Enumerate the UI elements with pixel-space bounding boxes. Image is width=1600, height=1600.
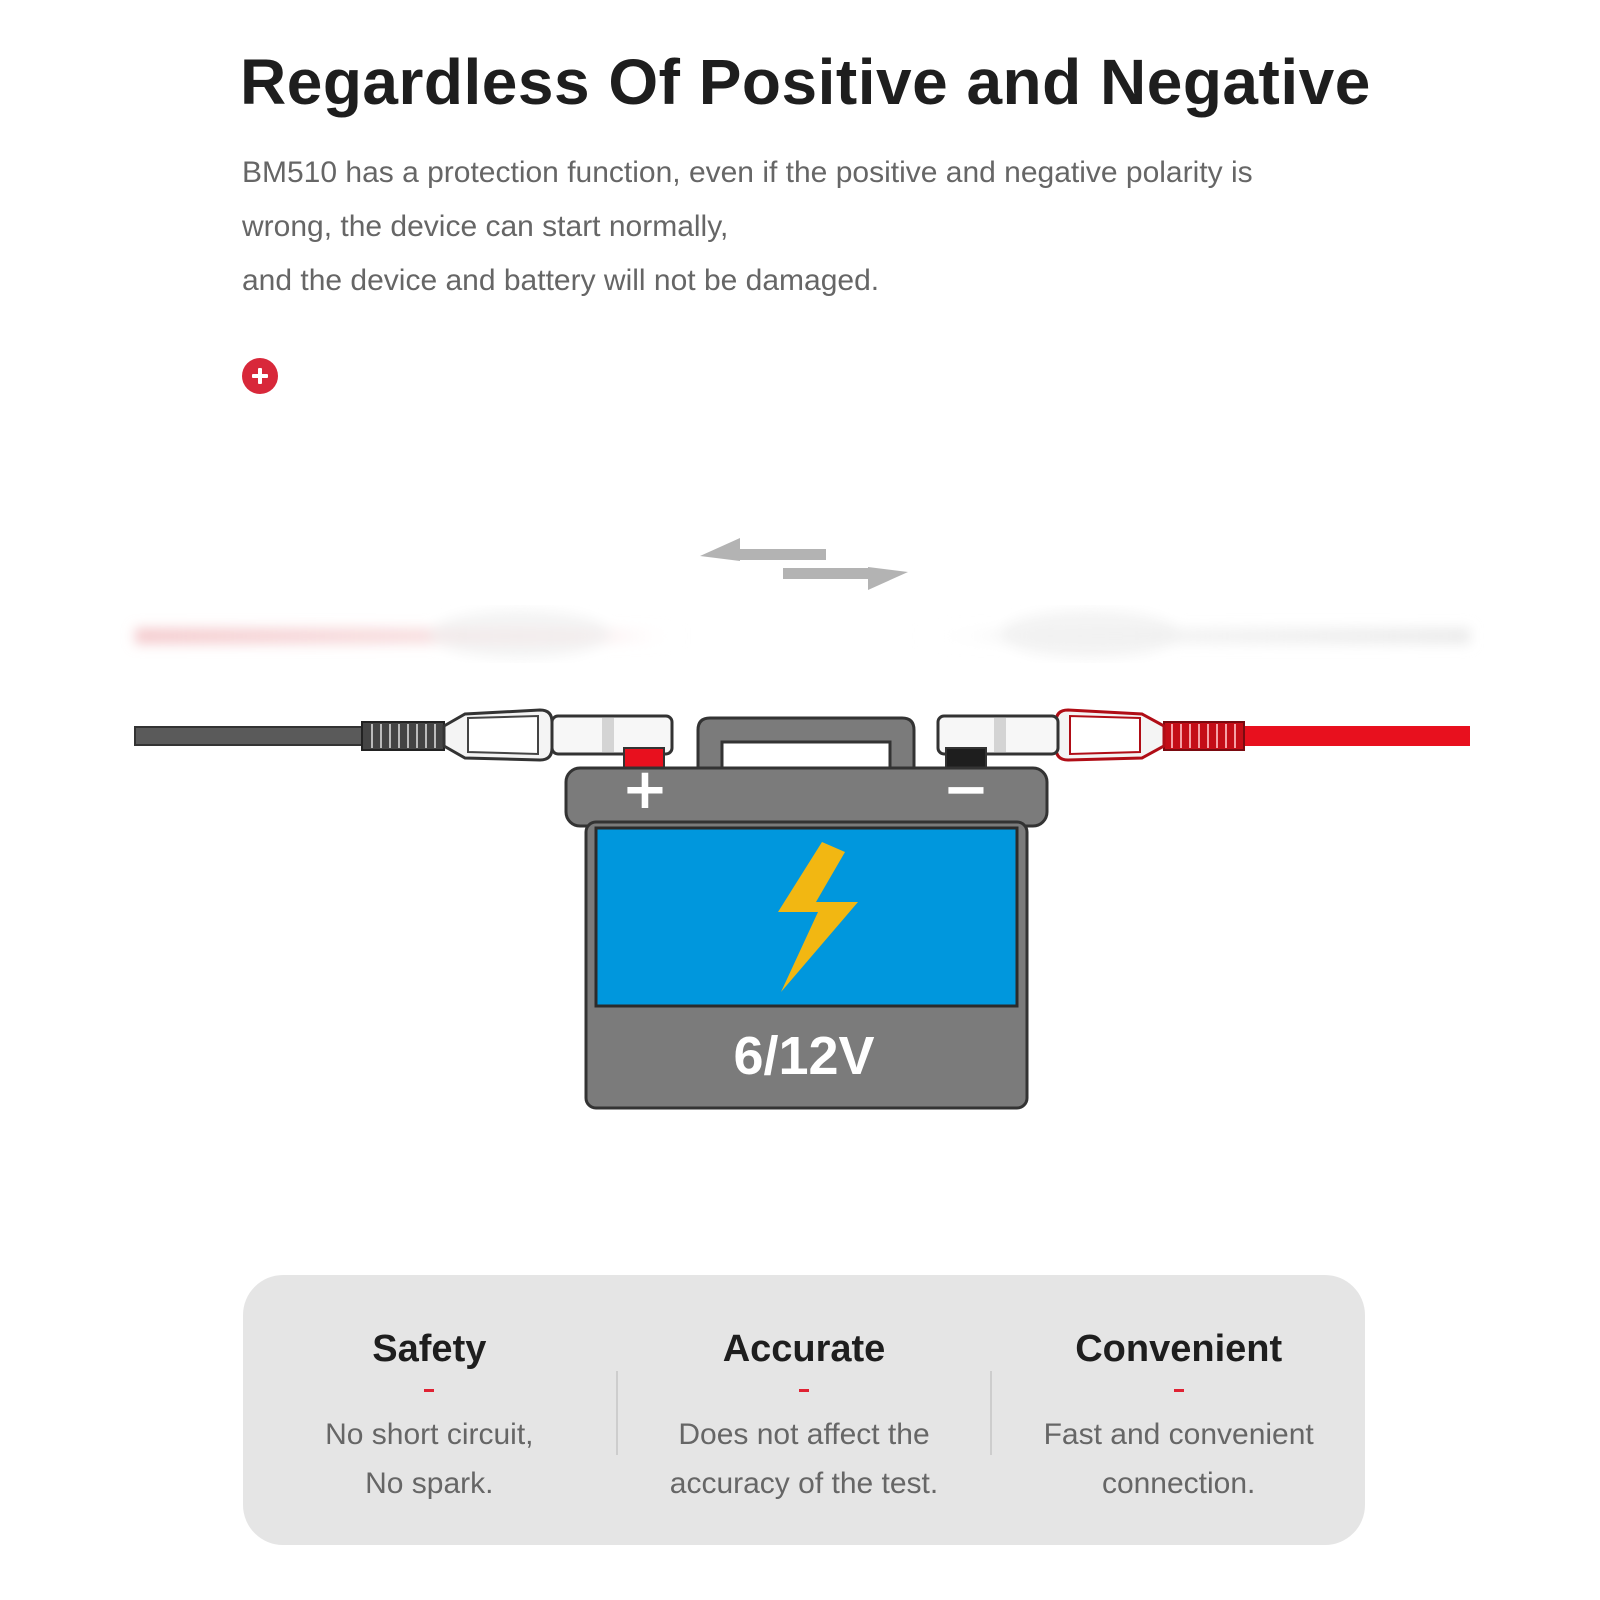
feature-desc — [1019, 1410, 1339, 1508]
feature-title: Safety — [372, 1328, 487, 1370]
battery — [566, 718, 1047, 1108]
red-cable — [938, 710, 1470, 760]
feature-desc — [269, 1410, 589, 1508]
feature-desc-line: Does not affect the — [678, 1418, 930, 1451]
feature-desc-line: No short circuit, — [325, 1418, 534, 1451]
description-line: wrong, the device can start normally, — [242, 210, 729, 243]
ghost-cable-right — [915, 610, 1470, 658]
negative-symbol: − — [942, 757, 990, 822]
ghost-cable-left — [135, 610, 685, 658]
page-title: Regardless Of Positive and Negative — [240, 46, 1371, 118]
positive-symbol: + — [621, 757, 669, 822]
description-line: and the device and battery will not be damaged. — [242, 264, 880, 297]
feature-title: Convenient — [1075, 1328, 1283, 1370]
swap-arrows-icon — [700, 538, 908, 590]
voltage-label: 6/12V — [733, 1026, 875, 1086]
description-line: BM510 has a protection function, even if the positive and negative polarity is — [242, 156, 1253, 189]
feature-dash — [799, 1389, 809, 1392]
feature-desc-line: Fast and convenient — [1043, 1418, 1314, 1451]
feature-dash — [1174, 1389, 1184, 1392]
feature-desc-line: connection. — [1101, 1467, 1256, 1500]
feature-title: Accurate — [722, 1328, 886, 1370]
battery-panel — [596, 828, 1017, 1006]
feature-dash — [424, 1389, 434, 1392]
feature-accurate — [618, 1275, 991, 1545]
feature-panel — [243, 1275, 1365, 1545]
feature-convenient — [992, 1275, 1365, 1545]
feature-desc — [644, 1410, 964, 1508]
feature-desc-line: accuracy of the test. — [669, 1467, 939, 1500]
feature-safety — [243, 1275, 616, 1545]
black-cable — [135, 710, 672, 760]
feature-desc-line: No spark. — [365, 1467, 494, 1500]
